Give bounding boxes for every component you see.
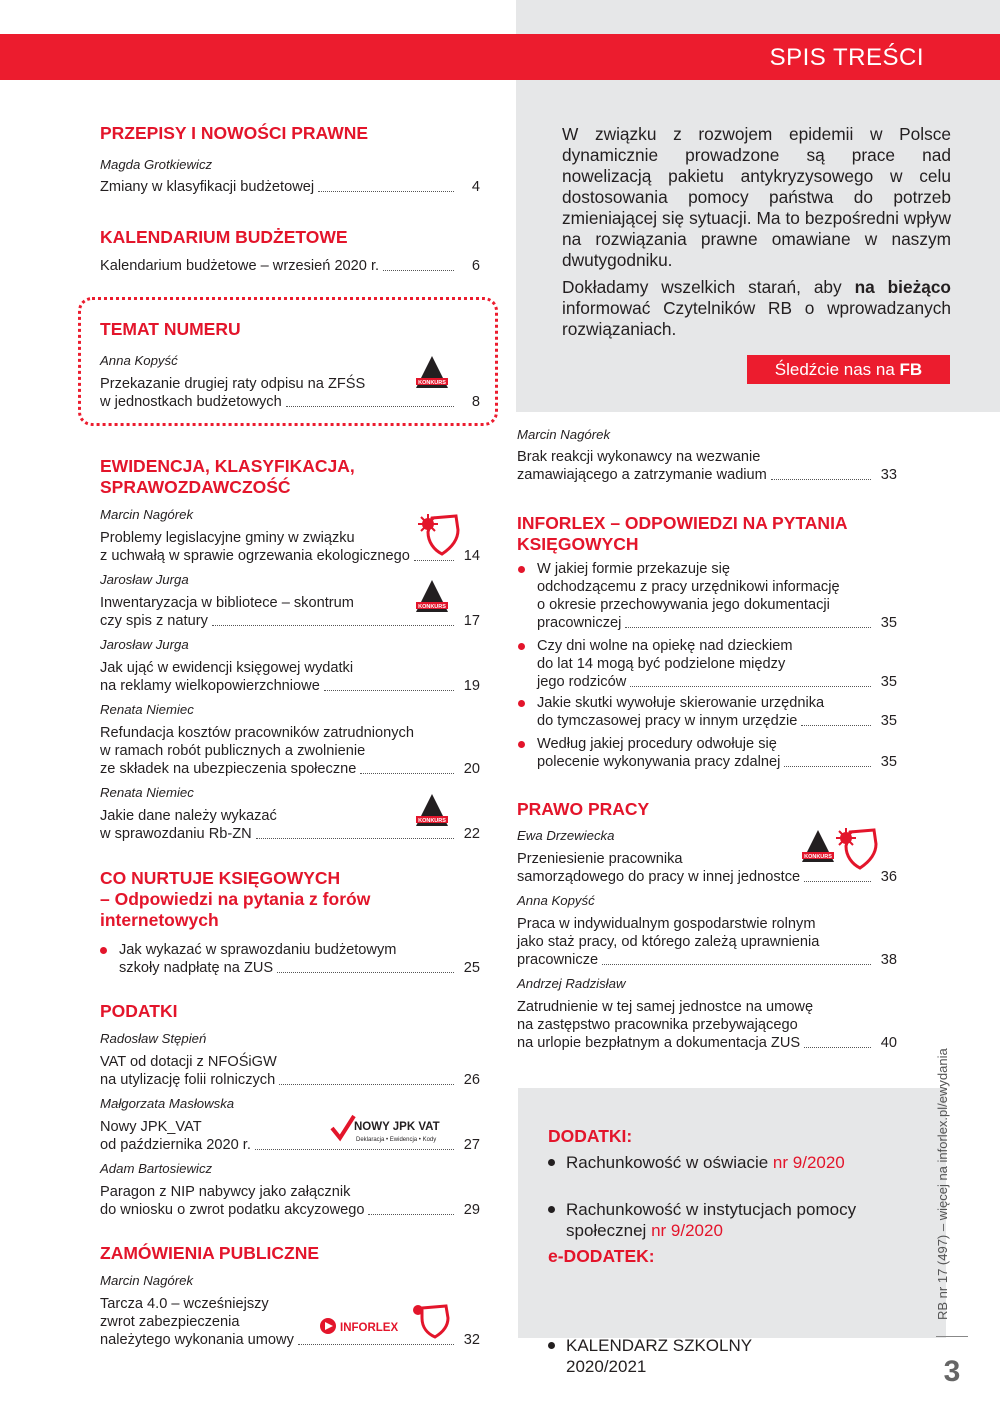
leader-dots <box>277 972 454 973</box>
entry-title: od października 2020 r. <box>100 1137 251 1153</box>
author: Anna Kopyść <box>100 353 178 368</box>
entry-title: do wniosku o zwrot podatku akcyzowego <box>100 1202 365 1218</box>
entry-title: czy spis z natury <box>100 613 208 629</box>
section-title-prawo-pracy: PRAWO PRACY <box>517 799 650 819</box>
entry-line: na zastępstwo pracownika przebywającego <box>517 1017 798 1033</box>
virus-shield-icon <box>416 512 462 561</box>
svg-text:KONKURS: KONKURS <box>418 818 446 824</box>
toc-entry[interactable] <box>537 753 897 771</box>
e-dodatek-text: 2020/2021 <box>566 1357 647 1376</box>
entry-line: VAT od dotacji z NFOŚiGW <box>100 1054 277 1070</box>
dodatek-text: Rachunkowość w instytucjach pomocy <box>566 1200 857 1219</box>
author: Adam Bartosiewicz <box>100 1161 213 1176</box>
leader-dots <box>784 766 871 767</box>
virus-shield-icon <box>834 826 880 875</box>
entry-title: na urlopie bezpłatnym a dokumentacja ZUS <box>517 1035 801 1051</box>
author: Renata Niemiec <box>100 702 194 717</box>
page-number: 35 <box>880 615 897 631</box>
bullet-dot <box>518 566 525 573</box>
bullet-line <box>537 694 824 712</box>
entry-line: Brak reakcji wykonawcy na wezwanie <box>517 449 761 465</box>
svg-text:KONKURS: KONKURS <box>418 380 446 386</box>
entry-title: polecenie wykonywania pracy zdalnej <box>537 754 781 770</box>
intro-p2-start: Dokładamy wszelkich starań, aby <box>562 277 855 297</box>
toc-entry[interactable] <box>517 951 897 969</box>
leader-dots <box>602 964 871 965</box>
dodatki-title: DODATKI: <box>548 1126 633 1146</box>
author: Andrzej Radzisław <box>517 976 626 991</box>
entry-title: do tymczasowej pracy w innym urzędzie <box>537 713 798 729</box>
entry-line: odchodzącemu z pracy urzędnikowi informację <box>537 579 840 595</box>
entry-line: Tarcza 4.0 – wcześniejszy <box>100 1296 269 1312</box>
leader-dots <box>630 686 871 687</box>
toc-entry[interactable] <box>100 1201 480 1219</box>
page-number: 35 <box>880 754 897 770</box>
leader-dots <box>286 406 454 407</box>
dodatek-item[interactable] <box>548 1199 1000 1241</box>
entry-line: Problemy legislacyjne gminy w związku <box>100 530 355 546</box>
facebook-follow-button[interactable] <box>747 355 950 384</box>
entry-title: pracownicze <box>517 952 599 968</box>
toc-entry[interactable] <box>537 614 897 632</box>
entry-line: Jak wykazać w sprawozdaniu budżetowym <box>119 942 397 958</box>
bullet-line <box>537 560 730 578</box>
toc-entry[interactable] <box>517 1034 897 1052</box>
title-line-1: CO NURTUJE KSIĘGOWYCH <box>100 868 341 888</box>
intro-p2-end: informować Czytelników RB o wprowadzanych rozwiązaniach. <box>562 298 951 339</box>
section-title-podatki: PODATKI <box>100 1001 178 1021</box>
intro-paragraph-1: W związku z rozwojem epidemii w Polsce dynamicznie prowadzone są prace nad nowelizacją pakietu antykryzysowego w celu dostosowania pomocy państwa do potrzeb zmieniającej się sytuacji. Ma to bezpośredni wpływ na rozwiązania prawne omawiane w naszym dwutygodniku. <box>562 124 951 270</box>
entry-title: ze składek na ubezpieczenia społeczne <box>100 761 357 777</box>
entry-title: jego rodziców <box>537 674 627 690</box>
page-number: 35 <box>880 713 897 729</box>
entry-line: W jakiej formie przekazuje się <box>537 561 731 577</box>
page-number: 27 <box>463 1137 480 1153</box>
leader-dots <box>360 773 454 774</box>
entry-line: o okresie przechowywania jego dokumentacji <box>537 597 830 613</box>
entry-line: Jak ująć w ewidencji księgowej wydatki <box>100 660 354 676</box>
title-line-2: – Odpowiedzi na pytania z forów <box>100 889 371 909</box>
author: Jarosław Jurga <box>100 637 189 652</box>
page-number-footer: 3 <box>943 1355 961 1388</box>
leader-dots <box>368 1214 454 1215</box>
entry-line: jako staż pracy, od którego zależą uprawnienia <box>517 934 820 950</box>
entry-line: w ramach robót publicznych a zwolnienie <box>100 743 366 759</box>
page-number: 32 <box>463 1332 480 1348</box>
fb-text: Śledźcie nas na <box>774 360 900 379</box>
author: Radosław Stępień <box>100 1031 207 1046</box>
toc-entry[interactable] <box>100 760 480 778</box>
bullet-line <box>537 735 777 753</box>
leader-dots <box>212 625 454 626</box>
author: Anna Kopyść <box>517 893 595 908</box>
jpk-check-icon <box>330 1114 450 1151</box>
entry-line: zwrot zabezpieczenia <box>100 1314 240 1330</box>
svg-text:KONKURS: KONKURS <box>804 854 832 860</box>
author: Marcin Nagórek <box>100 1273 194 1288</box>
entry-line: Jakie dane należy wykazać <box>100 808 277 824</box>
entry-title: z uchwałą w sprawie ogrzewania ekologicznego <box>100 548 410 564</box>
author: Magda Grotkiewicz <box>100 157 213 172</box>
entry-title: na utylizację folii rolniczych <box>100 1072 276 1088</box>
section-title-ewidencja <box>100 456 355 498</box>
entry-line: do lat 14 mogą być podzielone między <box>537 656 786 672</box>
bullet-dot <box>100 947 107 954</box>
author: Małgorzata Masłowska <box>100 1096 235 1111</box>
section-title-kalendarium: KALENDARIUM BUDŻETOWE <box>100 227 348 247</box>
toc-entry[interactable] <box>100 677 480 695</box>
section-title-temat-numeru: TEMAT NUMERU <box>100 319 241 339</box>
page-number: 29 <box>463 1202 480 1218</box>
fb-bold: FB <box>899 360 923 379</box>
page-number: 14 <box>463 548 480 564</box>
author: Jarosław Jurga <box>100 572 189 587</box>
page-number: 22 <box>463 826 480 842</box>
author: Renata Niemiec <box>100 785 194 800</box>
page-number: 4 <box>471 179 480 195</box>
section-title-przepisy: PRZEPISY I NOWOŚCI PRAWNE <box>100 123 369 143</box>
e-dodatek-title: e-DODATEK: <box>548 1246 655 1266</box>
leader-dots <box>625 627 871 628</box>
toc-entry[interactable] <box>119 959 480 977</box>
bullet-dot <box>548 1159 555 1166</box>
entry-line: Inwentaryzacja w bibliotece – skontrum <box>100 595 354 611</box>
konkurs-icon <box>414 792 450 833</box>
page-number: 40 <box>880 1035 897 1051</box>
page-divider <box>936 1336 968 1337</box>
entry-line: Refundacja kosztów pracowników zatrudnionych <box>100 725 414 741</box>
konkurs-icon <box>414 578 450 619</box>
page-number: 6 <box>471 258 480 274</box>
bullet-dot <box>548 1206 555 1213</box>
intro-paragraph-2 <box>562 277 951 340</box>
leader-dots <box>318 191 454 192</box>
side-issue-text: RB nr 17 (497) – więcej na inforlex.pl/ewydania <box>935 1048 950 1320</box>
page-number: 19 <box>463 678 480 694</box>
page-number: 36 <box>880 869 897 885</box>
entry-title: Kalendarium budżetowe – wrzesień 2020 r. <box>100 258 380 274</box>
leader-dots <box>801 725 871 726</box>
svg-text:KONKURS: KONKURS <box>418 604 446 610</box>
title-line-2: KSIĘGOWYCH <box>517 534 639 554</box>
author: Ewa Drzewiecka <box>517 828 615 843</box>
section-title-zamowienia: ZAMÓWIENIA PUBLICZNE <box>100 1243 320 1263</box>
page-number: 8 <box>471 394 480 410</box>
bullet-dot <box>518 741 525 748</box>
toc-entry[interactable] <box>100 1071 480 1089</box>
title-line-2: SPRAWOZDAWCZOŚĆ <box>100 477 291 497</box>
dodatek-issue: nr 9/2020 <box>772 1153 845 1172</box>
page-title: SPIS TREŚCI <box>769 44 924 71</box>
dodatek-text: Rachunkowość w oświacie <box>566 1153 773 1172</box>
entry-line: Przeniesienie pracownika <box>517 851 683 867</box>
title-line-3: internetowych <box>100 910 219 930</box>
entry-title: w sprawozdaniu Rb-ZN <box>100 826 252 842</box>
toc-entry[interactable] <box>100 393 480 411</box>
entry-line: Zatrudnienie w tej samej jednostce na umowę <box>517 999 814 1015</box>
entry-title: Zmiany w klasyfikacji budżetowej <box>100 179 315 195</box>
intro-p2-bold: na bieżąco <box>854 277 951 297</box>
entry-line: Jakie skutki wywołuje skierowanie urzędnika <box>537 695 825 711</box>
entry-title: samorządowego do pracy w innej jednostce <box>517 869 801 885</box>
leader-dots <box>324 690 454 691</box>
toc-entry[interactable] <box>517 466 897 484</box>
inforlex-play-icon <box>318 1300 458 1345</box>
bullet-line <box>537 637 793 655</box>
page-number: 25 <box>463 960 480 976</box>
leader-dots <box>804 881 871 882</box>
intro-text <box>562 124 951 340</box>
page-number: 26 <box>463 1072 480 1088</box>
leader-dots <box>279 1084 454 1085</box>
entry-title: zamawiającego a zatrzymanie wadium <box>517 467 767 483</box>
leader-dots <box>256 838 454 839</box>
entry-line: Nowy JPK_VAT <box>100 1119 202 1135</box>
page-number: 35 <box>880 674 897 690</box>
konkurs-icon <box>414 354 450 395</box>
dodatek-item[interactable] <box>548 1152 1000 1173</box>
page-number: 17 <box>463 613 480 629</box>
dodatek-text: społecznej <box>566 1221 652 1240</box>
entry-title: na reklamy wielkopowierzchniowe <box>100 678 320 694</box>
entry-title: szkoły nadpłatę na ZUS <box>119 960 274 976</box>
svg-text:INFORLEX: INFORLEX <box>340 1322 399 1334</box>
bullet-dot <box>548 1342 555 1349</box>
entry-line: Według jakiej procedury odwołuje się <box>537 736 777 752</box>
leader-dots <box>383 270 454 271</box>
entry-line: Praca w indywidualnym gospodarstwie rolnym <box>517 916 816 932</box>
section-title-inforlex <box>517 513 848 555</box>
entry-title: należytego wykonania umowy <box>100 1332 294 1348</box>
toc-entry[interactable] <box>100 257 480 275</box>
bullet-line <box>119 941 396 959</box>
dodatek-issue: nr 9/2020 <box>651 1221 723 1240</box>
bullet-dot <box>518 643 525 650</box>
konkurs-icon <box>800 828 836 869</box>
page-number: 33 <box>880 467 897 483</box>
page-number: 20 <box>463 761 480 777</box>
svg-text:Deklaracja • Ewidencja • Kody: Deklaracja • Ewidencja • Kody <box>356 1137 437 1143</box>
e-dodatek-text: KALENDARZ SZKOLNY <box>566 1336 753 1355</box>
bullet-dot <box>518 700 525 707</box>
author: Marcin Nagórek <box>517 427 611 442</box>
section-title-co-nurtuje <box>100 868 370 931</box>
author: Marcin Nagórek <box>100 507 194 522</box>
entry-title: w jednostkach budżetowych <box>100 394 282 410</box>
entry-title: pracowniczej <box>537 615 622 631</box>
title-line-1: EWIDENCJA, KLASYFIKACJA, <box>100 456 355 476</box>
leader-dots <box>771 479 871 480</box>
entry-line: Przekazanie drugiej raty odpisu na ZFŚS <box>100 376 366 392</box>
page-number: 38 <box>880 952 897 968</box>
toc-entry[interactable] <box>537 712 897 730</box>
entry-line: Paragon z NIP nabywcy jako załącznik <box>100 1184 351 1200</box>
toc-entry[interactable] <box>100 178 480 196</box>
svg-text:NOWY JPK VAT: NOWY JPK VAT <box>354 1121 440 1133</box>
leader-dots <box>804 1047 871 1048</box>
entry-line: Czy dni wolne na opiekę nad dzieckiem <box>537 638 793 654</box>
title-line-1: INFORLEX – ODPOWIEDZI NA PYTANIA <box>517 513 848 533</box>
toc-entry[interactable] <box>537 673 897 691</box>
